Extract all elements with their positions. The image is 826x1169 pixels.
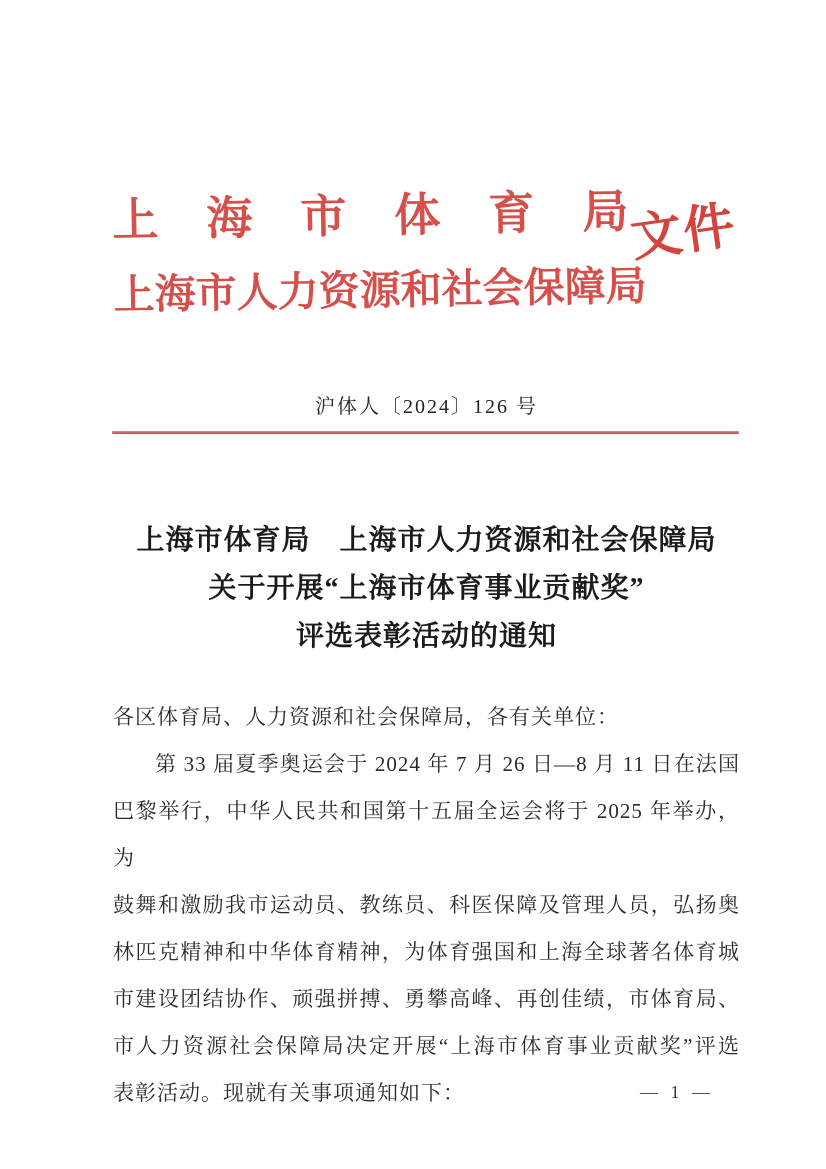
- red-divider-line: [112, 431, 739, 434]
- title-line-1: 上海市体育局 上海市人力资源和社会保障局: [136, 525, 717, 556]
- paragraph-line: 表彰活动。现就有关事项通知如下：: [113, 1081, 465, 1105]
- page-number: — 1 —: [640, 1082, 714, 1102]
- title-line-2: 关于开展“上海市体育事业贡献奖”: [208, 573, 645, 604]
- document-body: [113, 694, 740, 1117]
- paragraph-line: 巴黎举行，中华人民共和国第十五届全运会将于 2025 年举办，为: [113, 799, 740, 870]
- paragraph-line: 第 33 届夏季奥运会于 2024 年 7 月 26 日—8 月 11 日在法国: [155, 752, 740, 776]
- agency-name-sports-bureau: 上海市体育局: [111, 186, 629, 247]
- paragraph-line: 市人力资源社会保障局决定开展“上海市体育事业贡献奖”评选: [113, 1034, 740, 1058]
- document-title: [100, 517, 753, 661]
- paragraph-line: 市建设团结协作、顽强拼搏、勇攀高峰、再创佳绩，市体育局、: [113, 987, 740, 1011]
- paragraph-line: 鼓舞和激励我市运动员、教练员、科医保障及管理人员，弘扬奥: [113, 893, 740, 917]
- title-line-3: 评选表彰活动的通知: [295, 621, 557, 652]
- document-type-label: 文件: [627, 197, 741, 269]
- salutation-line: 各区体育局、人力资源和社会保障局，各有关单位：: [113, 705, 619, 729]
- agency-name-hr-social-security-bureau: 上海市人力资源和社会保障局: [113, 262, 647, 318]
- paragraph-line: 林匹克精神和中华体育精神，为体育强国和上海全球著名体育城: [113, 940, 740, 964]
- document-number: 沪体人〔2024〕126 号: [315, 396, 538, 418]
